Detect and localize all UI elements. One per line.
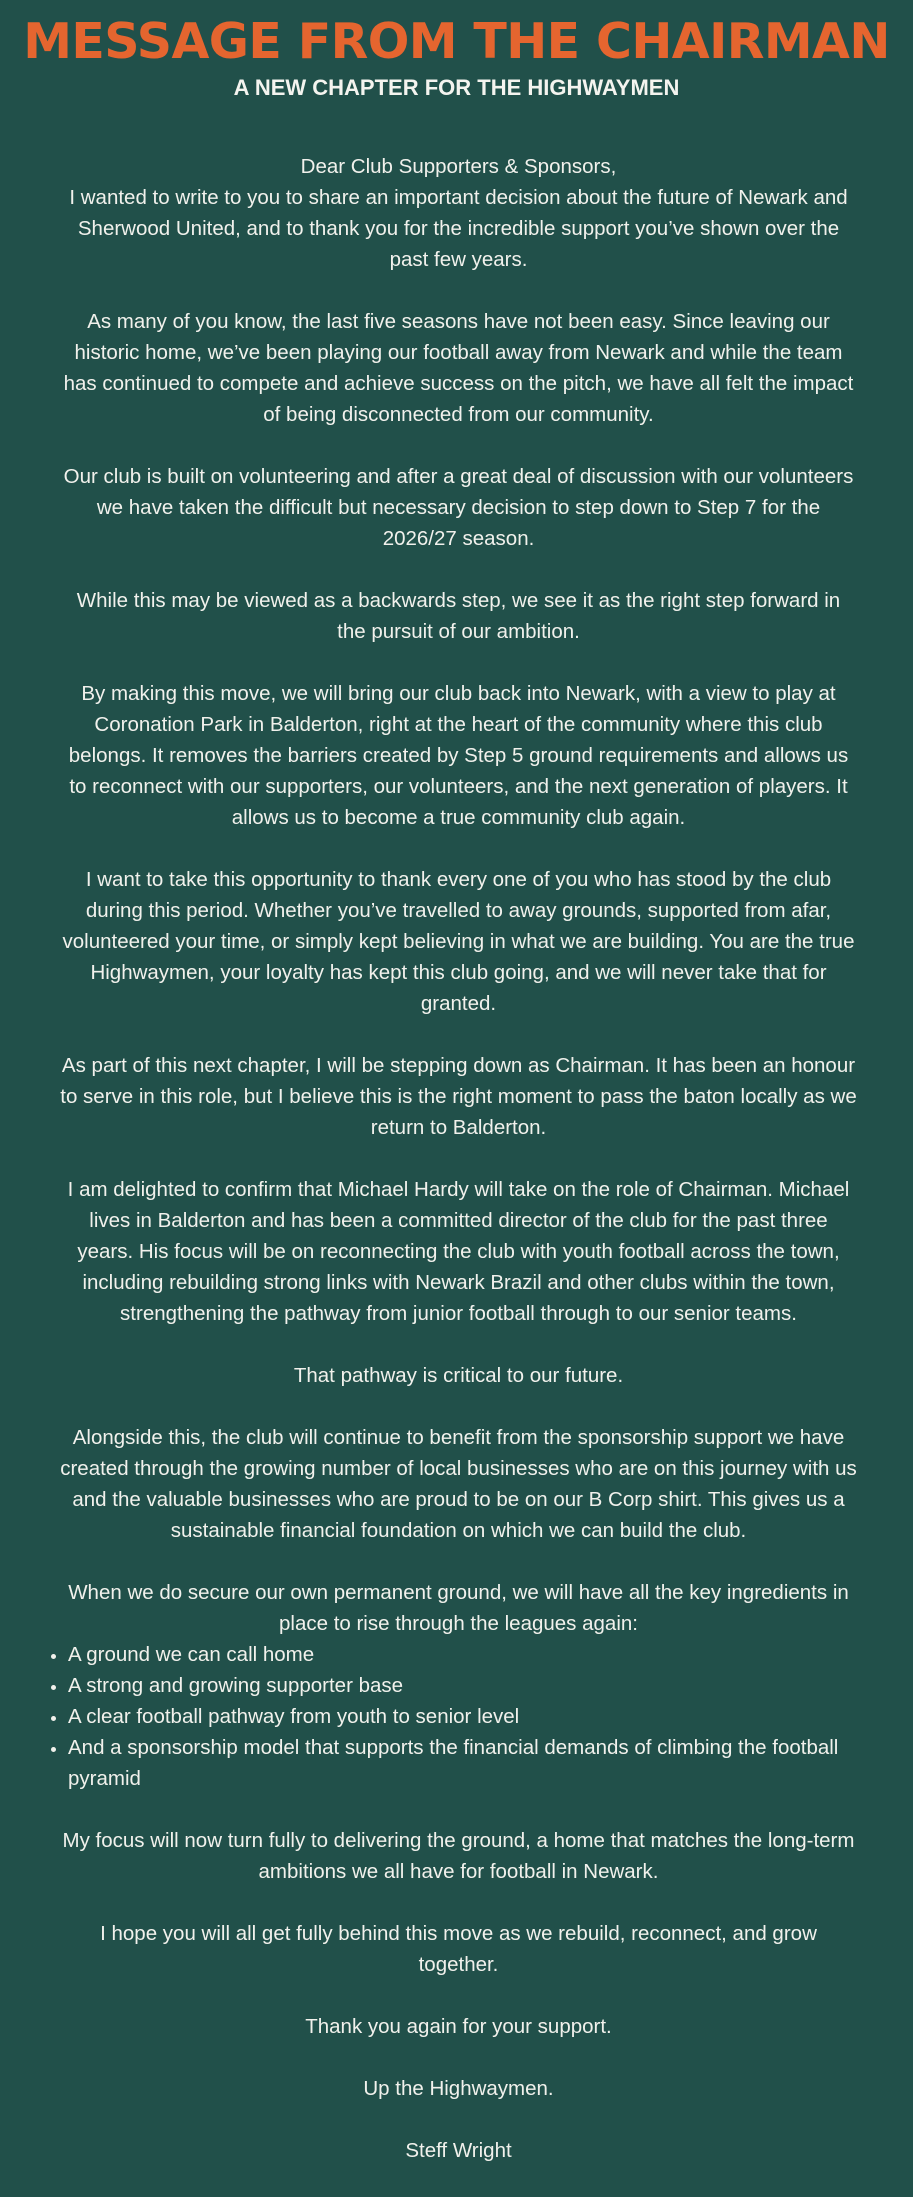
letter-paragraph: I am delighted to confirm that Michael Hardy will take on the role of Chairman. Michael lives in Balderton and has been a committed director of the club for the past three years. His focus will be on reconnecting the club with youth football across the town, including rebuilding strong links with Newark Brazil and other clubs within the town, strengthening the pathway from junior football through to our senior teams.	[67, 1178, 850, 1325]
letter-body	[60, 151, 857, 2197]
ingredients-list	[0, 1639, 898, 1794]
list-item: • And a sponsorship model that supports the financial demands of climbing the football pyramid	[68, 1732, 898, 1794]
list-item: • A strong and growing supporter base	[68, 1670, 898, 1701]
letter-greeting: Dear Club Supporters & Sponsors,	[300, 155, 617, 178]
letter-paragraph: As part of this next chapter, I will be stepping down as Chairman. It has been an honour to serve in this role, but I believe this is the right moment to pass the baton locally as we return to Balderton.	[60, 1054, 857, 1139]
letter-paragraph: Thank you again for your support.	[305, 2015, 612, 2038]
letter-paragraph: Up the Highwaymen.	[363, 2077, 554, 2100]
letter-paragraph: That pathway is critical to our future.	[293, 1364, 624, 1387]
letter-paragraph: As many of you know, the last five seasons have not been easy. Since leaving our historic home, we’ve been playing our football away from Newark and while the team has continued to compete and achieve success on the pitch, we have all felt the impact of being disconnected from our community.	[63, 310, 854, 426]
page-subtitle: A NEW CHAPTER FOR THE HIGHWAYMEN	[233, 75, 680, 100]
letter-paragraph: When we do secure our own permanent ground, we will have all the key ingredients in place to rise through the leagues again:	[68, 1581, 849, 1635]
letter-paragraph: While this may be viewed as a backwards step, we see it as the right step forward in the pursuit of our ambition.	[76, 589, 841, 643]
letter-paragraph: Alongside this, the club will continue to benefit from the sponsorship support we have created through the growing number of local businesses who are on this journey with us and the valuable businesses who are proud to be on our B Corp shirt. This gives us a sustainable financial foundation on which we can build the club.	[60, 1426, 857, 1542]
letter-paragraph: I wanted to write to you to share an important decision about the future of Newark and Sherwood United, and to thank you for the incredible support you’ve shown over the past few years.	[69, 186, 848, 271]
list-item: • A clear football pathway from youth to senior level	[68, 1701, 898, 1732]
letter-paragraph: I want to take this opportunity to thank every one of you who has stood by the club during this period. Whether you’ve travelled to away grounds, supported from afar, volunteered your time, or simply kept believing in what we are building. You are the true Highwaymen, your loyalty has kept this club going, and we will never take that for granted.	[62, 868, 855, 1015]
letter-paragraph: My focus will now turn fully to delivering the ground, a home that matches the long-term ambitions we all have for football in Newark.	[62, 1829, 855, 1883]
list-item: • A ground we can call home	[68, 1639, 898, 1670]
letter-paragraph: Our club is built on volunteering and after a great deal of discussion with our volunteers we have taken the difficult but necessary decision to step down to Step 7 for the 2026/27 season.	[63, 465, 854, 550]
letter-paragraph: By making this move, we will bring our club back into Newark, with a view to play at Coronation Park in Balderton, right at the heart of the community where this club belongs. It removes the barriers created by Step 5 ground requirements and allows us to reconnect with our supporters, our volunteers, and the next generation of players. It allows us to become a true community club again.	[68, 682, 849, 829]
letter-paragraph: I hope you will all get fully behind this move as we rebuild, reconnect, and grow together.	[100, 1922, 817, 1976]
page-title: MESSAGE FROM THE CHAIRMAN	[23, 13, 890, 70]
letter-signature: Steff Wright	[405, 2139, 512, 2162]
